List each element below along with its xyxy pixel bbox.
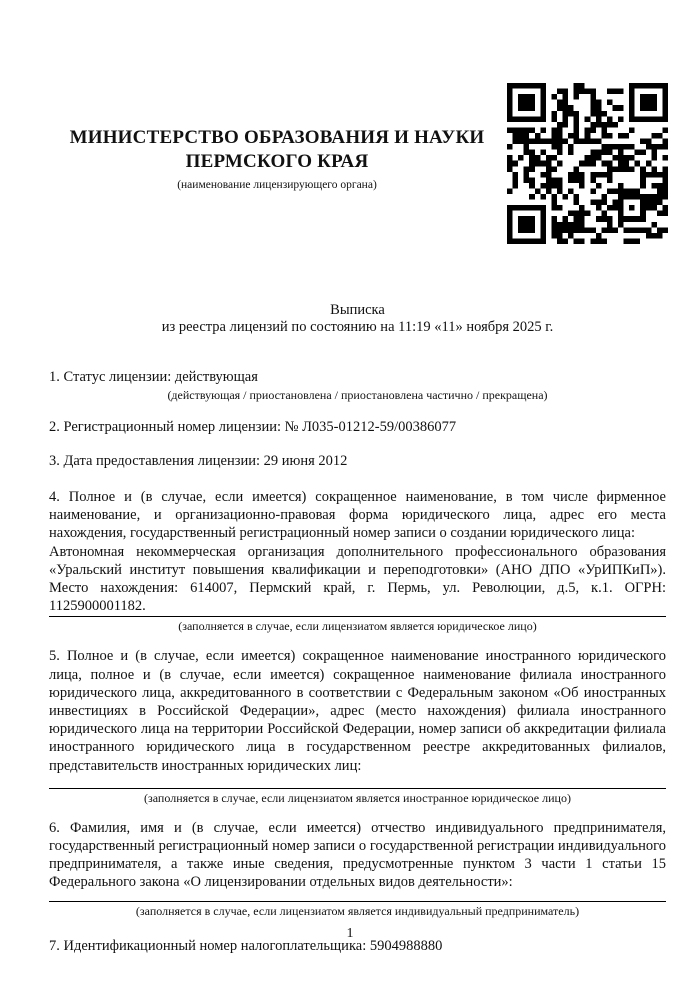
foreign-entity-value-blank bbox=[49, 775, 666, 787]
license-status-caption: (действующая / приостановлена / приостановлена частично / прекращена) bbox=[167, 388, 548, 402]
entrepreneur-rule bbox=[49, 901, 666, 902]
entrepreneur-caption: (заполняется в случае, если лицензиатом является индивидуальный предприниматель) bbox=[135, 903, 580, 918]
legal-entity-rule bbox=[49, 616, 666, 617]
entrepreneur-item bbox=[49, 819, 666, 918]
foreign-entity-paragraph bbox=[49, 647, 666, 774]
foreign-entity-question: 5. Полное и (в случае, если имеется) сокращенное наименование иностранного юридического лица, полное и (в случае, если имеется) сокращенное наименование филиала иностранного юридического лица, аккредитованного в соответствии с Федеральным законом «Об иностранных инвестициях в Российской Федерации», адрес (место нахождения) филиала иностранного юридического лица на территории Российской Федерации, номер записи об аккредитации филиала иностранного юридического лица в государственном реестре аккредитованных филиалов, представительств иностранных юридических лиц: bbox=[49, 648, 666, 774]
page-number: 1 bbox=[346, 926, 354, 941]
entrepreneur-value-blank bbox=[49, 892, 666, 900]
license-status-item bbox=[49, 369, 666, 402]
legal-entity-paragraph bbox=[49, 488, 666, 615]
entrepreneur-question: 6. Фамилия, имя и (в случае, если имеется) отчество индивидуального предпринимателя, государственный регистрационный номер записи о государственной регистрации индивидуального предпринимателя, а также иные сведения, предусмотренные пунктом 3 части 1 статьи 15 Федерального закона «О лицензировании отдельных видов деятельности»: bbox=[49, 819, 666, 891]
ministry-name-line1: МИНИСТЕРСТВО ОБРАЗОВАНИЯ И НАУКИ bbox=[69, 127, 485, 148]
legal-entity-value: Автономная некоммерческая организация дополнительного профессионального образования «Уральский институт повышения квалификации и переподготовки» (АНО ДПО «УрИПКиП»). Место нахождения: 614007, Пермский край, г. Пермь, ул. Революции, д.5, к.1. ОГРН: 1125900001182. bbox=[49, 543, 666, 615]
grant-date-item: 3. Дата предоставления лицензии: 29 июня 2012 bbox=[49, 453, 348, 469]
taxpayer-id-item: 7. Идентификационный номер налогоплательщика: 5904988880 bbox=[49, 937, 443, 954]
foreign-entity-caption: (заполняется в случае, если лицензиатом является иностранное юридическое лицо) bbox=[144, 790, 571, 805]
legal-entity-item bbox=[49, 488, 666, 633]
extract-subtitle: из реестра лицензий по состоянию на 11:19 «11» ноября 2025 г. bbox=[161, 319, 554, 335]
extract-body bbox=[49, 369, 666, 955]
registration-number-item: 2. Регистрационный номер лицензии: № Л035-01212-59/00386077 bbox=[49, 419, 457, 435]
extract-title-block bbox=[49, 302, 666, 336]
foreign-entity-item bbox=[49, 647, 666, 804]
licensing-authority-header bbox=[49, 126, 505, 192]
legal-entity-caption: (заполняется в случае, если лицензиатом является юридическое лицо) bbox=[178, 619, 537, 634]
legal-entity-question: 4. Полное и (в случае, если имеется) сокращенное наименование, в том числе фирменное наименование, и организационно-правовая форма юридического лица, адрес его места нахождения, государственный регистрационный номер записи о создании юридического лица: bbox=[49, 489, 666, 542]
foreign-entity-rule bbox=[49, 788, 666, 789]
license-status-text: 1. Статус лицензии: действующая bbox=[49, 369, 258, 385]
ministry-name-caption: (наименование лицензирующего органа) bbox=[177, 179, 377, 191]
ministry-name-line2: ПЕРМСКОГО КРАЯ bbox=[185, 151, 369, 172]
entrepreneur-paragraph bbox=[49, 819, 666, 892]
qr-code bbox=[507, 83, 668, 244]
extract-title: Выписка bbox=[330, 302, 385, 318]
